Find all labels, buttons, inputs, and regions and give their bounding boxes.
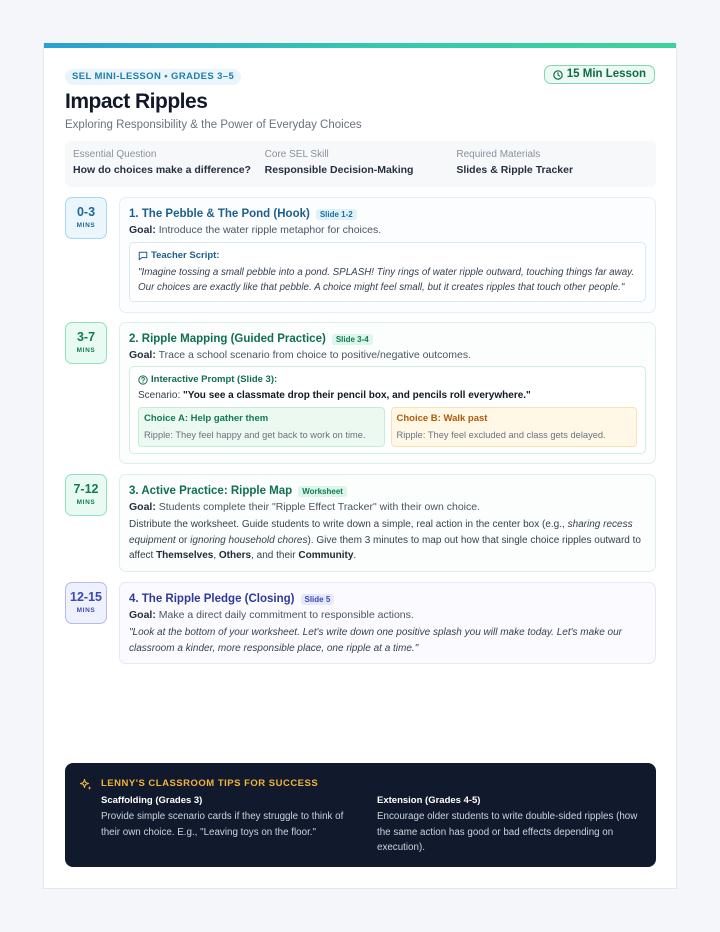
step-title: 4. The Ripple Pledge (Closing) bbox=[129, 593, 295, 605]
meta-label: Core SEL Skill bbox=[264, 149, 329, 160]
step-time: 12-15 bbox=[70, 590, 102, 604]
step-1-card bbox=[119, 197, 656, 313]
tip-heading: Scaffolding (Grades 3) bbox=[101, 795, 203, 806]
teacher-script-box bbox=[129, 242, 646, 302]
step-title: 2. Ripple Mapping (Guided Practice) bbox=[129, 333, 326, 345]
step-goal bbox=[129, 501, 646, 513]
tips-title: LENNY'S CLASSROOM TIPS FOR SUCCESS bbox=[101, 778, 319, 789]
meta-essential-question bbox=[73, 149, 265, 179]
slide-tag: Slide 3-4 bbox=[332, 334, 373, 345]
tip-extension bbox=[377, 795, 647, 856]
step-time: 3-7 bbox=[76, 330, 96, 344]
meta-value: How do choices make a difference? bbox=[73, 164, 251, 176]
choice-a-title: Choice A: Help gather them bbox=[144, 413, 269, 424]
goal-text: Students complete their "Ripple Effect Tracker" with their own choice. bbox=[158, 501, 481, 513]
goal-text: Trace a school scenario from choice to positive/negative outcomes. bbox=[158, 349, 472, 361]
meta-value: Responsible Decision-Making bbox=[264, 164, 414, 176]
duration-text: 15 Min Lesson bbox=[566, 68, 646, 80]
step-3-card bbox=[119, 474, 656, 572]
tip-text: Encourage older students to write double-sided ripples (how the same action has good or bad effects depending on execution). bbox=[377, 811, 638, 853]
meta-materials bbox=[456, 149, 648, 179]
meta-label: Essential Question bbox=[73, 149, 157, 160]
step-instructions: Distribute the worksheet. Guide students to write down a simple, real action in the center box (e.g., sharing recess equipment or ignoring household chores). Give them 3 minutes to map out how that single choice ripples outward to affect Themselves, Others, and their Community. bbox=[129, 519, 641, 561]
pledge-quote: "Look at the bottom of your worksheet. Let's write down one positive splash you will make today. Let's make our classroom a kinder, more responsible place, one ripple at a time." bbox=[129, 627, 622, 654]
step-title: 3. Active Practice: Ripple Map bbox=[129, 485, 293, 497]
choice-b-text: Ripple: They feel excluded and class gets delayed. bbox=[396, 430, 606, 440]
mins-label: MINS bbox=[76, 222, 96, 229]
goal-label: Goal: bbox=[129, 501, 156, 513]
lesson-page bbox=[43, 43, 677, 889]
step-goal bbox=[129, 224, 646, 236]
teacher-script-label: Teacher Script: bbox=[138, 250, 637, 261]
choice-a-card bbox=[138, 407, 385, 447]
top-accent-bar bbox=[44, 43, 676, 48]
step-time: 0-3 bbox=[76, 205, 96, 219]
step-1-time-badge bbox=[65, 197, 107, 239]
page-title: Impact Ripples bbox=[65, 90, 208, 113]
lesson-meta bbox=[65, 141, 656, 187]
tip-heading: Extension (Grades 4-5) bbox=[377, 795, 481, 806]
choice-a-text: Ripple: They feel happy and get back to work on time. bbox=[144, 430, 366, 440]
goal-text: Make a direct daily commitment to responsible actions. bbox=[158, 609, 414, 621]
teacher-script-text: "Imagine tossing a small pebble into a pond. SPLASH! Tiny rings of water ripple outward, touching things far away. Our choices are exactly like that pebble. A choice might feel small, but it creates ripples that touch other people." bbox=[138, 267, 635, 293]
mins-label: MINS bbox=[76, 347, 96, 354]
meta-value: Slides & Ripple Tracker bbox=[456, 164, 574, 176]
step-title: 1. The Pebble & The Pond (Hook) bbox=[129, 208, 310, 220]
speech-bubble-icon bbox=[138, 251, 148, 261]
scenario-text: Scenario: "You see a classmate drop their pencil box, and pencils roll everywhere." bbox=[138, 390, 531, 401]
goal-label: Goal: bbox=[129, 349, 156, 361]
slide-tag: Slide 1-2 bbox=[316, 209, 357, 220]
mins-label: MINS bbox=[76, 499, 96, 506]
goal-label: Goal: bbox=[129, 224, 156, 236]
question-circle-icon bbox=[138, 375, 148, 385]
step-2-time-badge bbox=[65, 322, 107, 364]
goal-label: Goal: bbox=[129, 609, 156, 621]
lesson-tag: SEL MINI-LESSON • GRADES 3–5 bbox=[65, 69, 241, 85]
classroom-tips-panel bbox=[65, 763, 656, 867]
clock-icon bbox=[553, 70, 563, 80]
page-subtitle: Exploring Responsibility & the Power of Everyday Choices bbox=[65, 119, 362, 131]
step-3-time-badge bbox=[65, 474, 107, 516]
step-2-card bbox=[119, 322, 656, 464]
slide-tag: Slide 5 bbox=[301, 594, 335, 605]
step-goal bbox=[129, 349, 646, 361]
prompt-label: Interactive Prompt (Slide 3): bbox=[138, 374, 637, 385]
goal-text: Introduce the water ripple metaphor for choices. bbox=[158, 224, 382, 236]
sparkle-icon bbox=[79, 778, 93, 792]
tip-scaffolding bbox=[101, 795, 361, 840]
step-4-card bbox=[119, 582, 656, 664]
step-time: 7-12 bbox=[73, 482, 99, 496]
mins-label: MINS bbox=[76, 607, 96, 614]
tip-text: Provide simple scenario cards if they struggle to think of their own choice. E.g., "Leaving toys on the floor." bbox=[101, 811, 344, 838]
meta-label: Required Materials bbox=[456, 149, 541, 160]
meta-core-skill bbox=[265, 149, 457, 179]
choice-b-card bbox=[391, 407, 638, 447]
choices-row bbox=[138, 407, 637, 447]
slide-tag: Worksheet bbox=[298, 486, 347, 497]
choice-b-title: Choice B: Walk past bbox=[396, 413, 488, 424]
step-4-time-badge bbox=[65, 582, 107, 624]
step-goal bbox=[129, 609, 646, 621]
interactive-prompt-box bbox=[129, 366, 646, 454]
duration-badge bbox=[544, 65, 655, 84]
